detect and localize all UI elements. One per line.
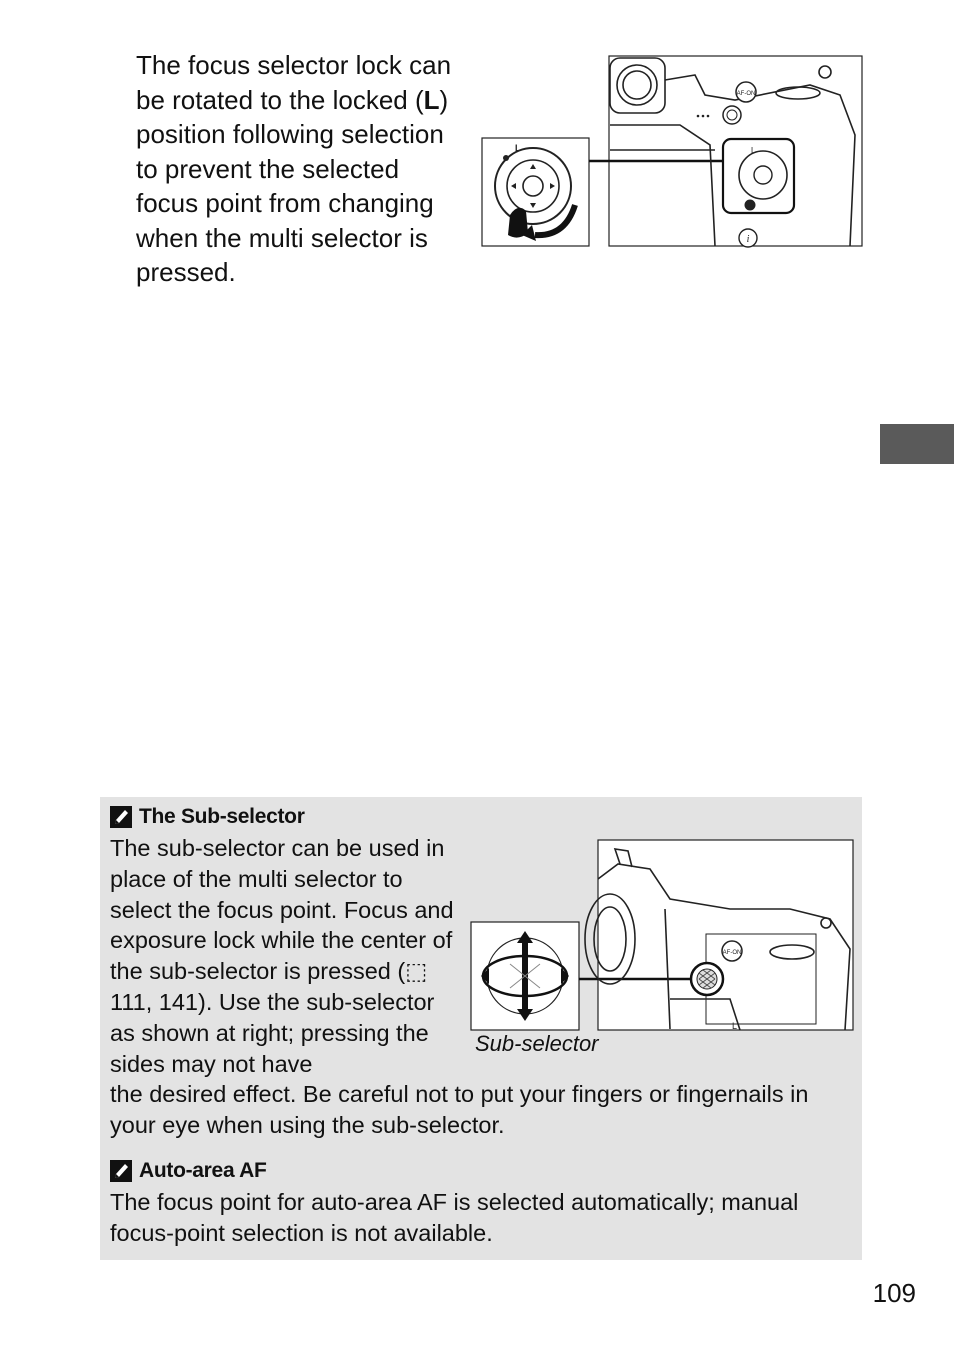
- multi-selector-icon-small: [739, 151, 787, 199]
- lock-label-small: L: [751, 146, 756, 155]
- locked-symbol: L: [423, 84, 440, 115]
- note-title-auto-area: Auto-area AF: [139, 1159, 267, 1182]
- lock-label: L: [732, 1021, 738, 1031]
- af-on-label: AF-ON: [722, 950, 742, 956]
- pencil-note-icon: [110, 1160, 132, 1182]
- focus-selector-lock-illustration: [480, 55, 864, 248]
- auto-area-text: The focus point for auto-area AF is selected automatically; manual focus-point selection is not available.: [110, 1189, 799, 1246]
- lock-label-large: L: [515, 143, 521, 153]
- sub-selector-text-wide: the desired effect. Be careful not to put your fingers or fingernails in your eye when using the sub-selector.: [110, 1081, 809, 1138]
- intro-paragraph: [136, 48, 466, 290]
- pencil-note-icon: [110, 806, 132, 828]
- note-title-sub-selector: The Sub-selector: [139, 805, 305, 828]
- sub-selector-icon: [723, 106, 741, 124]
- chapter-tab-marker: [880, 424, 954, 464]
- sub-selector-text-narrow: The sub-selector can be used in place of the multi selector to select the focus point. Focus and exposure lock while the center of the sub-selector is pressed (⬚ 111, 141). Use the sub-selector as shown at right; pressing the sides may not have: [110, 835, 454, 1077]
- page-number: 109: [872, 1278, 916, 1308]
- note-heading-auto-area: [110, 1159, 266, 1183]
- af-on-label: AF-ON: [736, 91, 756, 97]
- svg-text:i: i: [746, 234, 750, 245]
- sub-selector-caption: Sub-selector: [475, 1031, 599, 1056]
- intro-text-after: ) position following selection to prevent the selected focus point from changing when the multi selector is pressed.: [136, 84, 449, 287]
- notes-panel: [100, 797, 862, 1260]
- camera-side-frame: [598, 840, 853, 1030]
- sub-selector-illustration: [470, 839, 855, 1033]
- intro-text-before: The focus selector lock can be rotated to the locked (: [136, 50, 452, 115]
- note-heading-sub-selector: [110, 805, 305, 829]
